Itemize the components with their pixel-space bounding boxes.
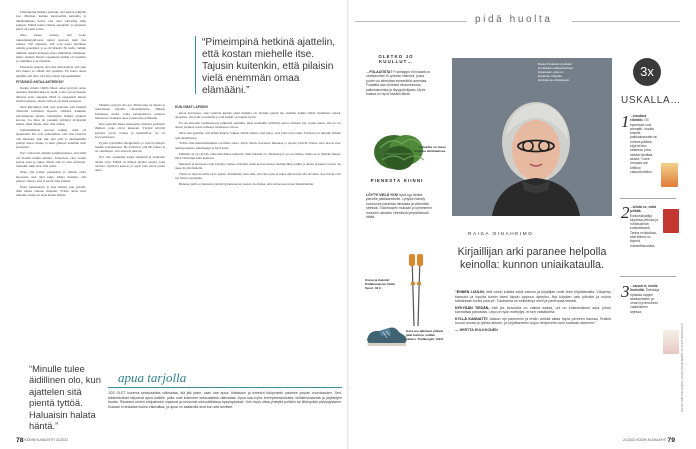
interview-body-2: että jos luovuutta on vaikea saada, uni on ensimmäinen asia, johon kannattaa panostaa. Lepo on työn edellytys, ei sen vastakohta. <box>455 305 611 315</box>
book-cover-1 <box>661 163 678 187</box>
three-times-badge: 3x <box>633 58 661 86</box>
sidebar-item-3 <box>630 284 660 314</box>
poles-caption: Ostoa ja kokeile! Patikkasauvat, Retki Sport, 49 €. <box>365 278 395 290</box>
help-box-text: JOS OLET kokenut seksuaalista väkivaltaa, älä jää yksin, vaan hae apua. Maksuton ja nimetön tukipuhelin palvelee ympäri vuorokauden. Seri-tukikeskukset tarjoavat apua kaikille, jotka ovat kokeneet seksuaalista väkivaltaa. Apua saa myös terveyskeskuksista, kriisikeskuksista ja järjestöjen kautta. Rikoksen uhrien tukipalvelut ohjaavat ja neuvovat oikeudellisissa kysymyksissä. Voit myös ottaa yhteyttä poliisiin tai lähimpään päivystykseen. Kukaan ei ansaitse kokea väkivaltaa, ja apua on saatavilla aina kun sitä tarvitset. <box>108 391 342 409</box>
paragraph: Esikoisen ajattelu, että olen siinä kohtaa, että olen sitä minua se elämä sitä ajattelin. En halua antaa tekijälle sitä tilaa, että hän ohjaisi loppuelämääni. <box>16 65 86 78</box>
page-number-right: 79 <box>667 437 675 444</box>
paragraph: Nyky kaikenlaista ja joka hetkeä, kun pohdin, mitä hänen takiaan menetin. Yritän antaa tilaa tunteille, mutta en anna niiden hallita. <box>16 184 86 198</box>
sidebar-item-2 <box>630 205 660 248</box>
subheading: PITÄISIKÖ ANTAA ANTEEKSI? <box>16 80 64 85</box>
paragraph: Olen aina ajatellut, että elämä kantaa. Vaikka välillä tuntuu, ettei jaksa, aina tulee uusi aamu. Tyttäreni on minulle tärkein asia maailmassa. <box>175 131 341 140</box>
interview-lead-1: “ENNEN LUULIN, <box>455 290 485 294</box>
portrait-illustration <box>452 58 612 216</box>
paragraph: Part voittavasti elämän todellisuudessa, että tämä vei meidät kaikki kriisiin. Terapiassa olen saanut paljon apua ja tukea. Ilman sitä en olisi selvinnyt. Sittenkin rikki olen ollut usein. <box>16 151 86 169</box>
tip-heading-small: PIENESTÄ KIINNI <box>370 178 424 183</box>
sidebar-item-3-title: ...sanoa ei, mutta ihmisiltä. <box>630 284 658 293</box>
kale-caption: Folaattia on muun muassa lehtikaalissa. <box>414 145 446 153</box>
hiking-shoes-photo <box>365 322 409 348</box>
paragraph: Nyt olen opiskellut uuden ammatin ja aloittanut uuden työn. Elämä on jälleen täynnä asioita, joita odottaa. Tyttäreni kasvaa ja oppii joka päivä jotain uutta. <box>95 155 165 173</box>
sidebar-item-1 <box>630 114 658 174</box>
interview-byline: — HERTTA HULKKONEN <box>455 327 498 332</box>
paragraph: kuvat kasvaneet, olen tajunnut kuinka pieni minulla oli. Kuinka pieniä me olemme kaikki tämän maailman edessä. Ajattelen, että tytär on minulla ja että kaikki on lopulta hyvin. <box>175 110 341 120</box>
sidebar-number-2: 2 <box>621 203 630 222</box>
paragraph: En ole kertonut tapahtuneesta julkisesti aiemmin. Olen kuitenkin päättänyt kertoa tarinani nyt, koska uskon, että se voi auttaa jotakuta toista samassa tilanteessa olevaa. <box>175 121 341 130</box>
folio-left <box>16 437 68 444</box>
interview-paragraph-2 <box>455 306 611 315</box>
page-number-left: 78 <box>16 437 24 444</box>
author-name: RAISA OINAHEIMO <box>468 232 534 237</box>
paragraph: Pimeimpinä hetkinä ajattelin, että kestan tekijälle itse. Muistan, kuinka kuntosalilla kamoilla ja näkökulmassa tiesin, että olen vahvempi kuin pelkoni. Elämä kantoi minua eteenpäin, ja jokainen päivä oli pieni voitto. <box>16 10 86 32</box>
pull-quote-top: “Pimeimpinä hetkinä ajattelin, että kostan miehelle itse. Tajusin kuitenkin, että pilaisin vielä enemmän omaa elämääni.” <box>202 37 336 96</box>
header-rule-left <box>355 21 467 22</box>
paragraph: Aika kaaan tunteja, että koko oikeudenkäyntivuosi tuntui ajastaan kuin itse sairaus. Nyt ajattelen, että voin antaa äiteilleen omalla paatellani, ja se oli tärkeää. En tiedä, vieläkö tulimme nainen koskaan omaa elämäänsä ollenkaan, mutta ainakin minun tapaukseni kaikki oli hoidettu jo valmiiksi, jota täydensi. <box>16 33 86 64</box>
sidebar-rule-1 <box>620 198 676 199</box>
article-column-3 <box>175 103 341 365</box>
sidebar-rule-2 <box>620 276 676 277</box>
interview-text <box>455 290 611 334</box>
magazine-issue-left: KODIN KUVALEHTI 21/2022 <box>24 438 68 442</box>
folio-right <box>623 437 675 444</box>
paragraph: Vanhemmilleni kerroin kaiken, mitä oli tapahtunut. He ovat pahoitelleet, että aina tuntevat olla tukenani. Isän itki, että olisi jo aikaisemmin pitänyt uskoa minua ja siksi yhdessä etsimme tietä eteenpäin. <box>16 128 86 150</box>
sidebar-title: USKALLA… <box>621 95 681 106</box>
portrait-caption: Raisa Oinaheimo julkaisi sinnikkään elämäntarinan kirjassaan, joka on kirjoitettu lukijoille lohduksi ja rohkaisuksi. <box>538 62 574 82</box>
tip-text-folate <box>366 70 432 96</box>
paragraph: Pyysin tyttäriltäni mielipidettä, ja vain hyväksyin heidän vastauksensa. He halusivat, että äiti jaksaa ja on onnellinen. Sen ansiosta jaksoin. <box>95 140 165 154</box>
paragraph: Minulla on hyvä olla nyt. Pimeä aika on takana ja tulevaisuus näyttää valoisammalta. Haluan kannustaa muita, jotka kamppailevat samassa tilanteessa: hakekaa apua ja kertokaa jollekulle. <box>95 103 165 121</box>
tip-lead-folate: …FOLAATISTA? <box>366 70 393 74</box>
trekking-poles-photo <box>404 252 430 328</box>
subheading: KUN OMAT LAPSENI <box>175 105 208 109</box>
interview-paragraph-3 <box>455 317 611 326</box>
tip-heading-heard: OLETKO JO KUULLUT… <box>378 54 414 64</box>
paragraph: Itsekin mietin välillä ilman omaa kyvystä antaa anteeksi. Rebellionista en tiedä, voiko tai tarvitseeko tällaista antaa anteeksi. Ehkä se vapauttaisi minua itseäni taakasta, mutta vielä en ole siinä pisteessä. <box>16 86 86 104</box>
help-box-rule <box>108 387 342 388</box>
paragraph: Yritän elää mahdollisimman tavallista arkea. Käyn töissä, harrastan liikuntaa ja tapaan ystäviä. Pienet asiat tuovat iloa: auringonpaiste, kahvikuppi ja hyvä kirja. <box>175 141 341 150</box>
pull-quote-bottom: “Minulle tulee äidillinen olo, kun ajattelen sitä pientä tyttöä. Haluaisin halata häntä.” <box>29 363 101 432</box>
tip-body-walk: hyvä syy lähteä pienelle patikkaretkelle. Lyhytkin kävely luonnossa parantaa mielialaa ja vähentää stressiä. Tutkimusten mukaan jo kymmenen minuutin oleskelu vihreässä ympäristössä riittää. <box>366 193 432 220</box>
sidebar-item-2-text: Esikoiskirjailija kirjoittaa pelosta ja rohkeudesta koskettavasti. Tarina muistuttaa, että elämä on täynnä mahdollisuuksia. <box>630 213 659 248</box>
author-portrait <box>452 58 612 216</box>
header-rule-right <box>572 21 680 22</box>
section-title: pidä huolta <box>475 14 553 25</box>
paragraph: Näen yhä joskus painajaisia ja tunnen oloni huonoksi, kun talvi tulee. Mutta muistan, että pimeys väistyy aina ja kevät tulee jälleen. <box>16 170 86 183</box>
paragraph: Tässä on ollut monelle tarve puhua. Kiitollinen olen siitä, että sain apua ja tukea silloin kun sitä tarvitsin. Sen turvin voin nyt katsoa eteenpäin. <box>175 171 341 181</box>
paragraph: Helenan nimi on muutettu yksityisyydensuojan vuoksi. Ina halusi, että tarinaa kerrotaan nimettömänä. <box>179 182 314 187</box>
paragraph: Metsästä ja luonnosta olen löytänyt rauhaa. Kävelen usein koiran kanssa metsäpolkuja pitkin ja annan ajatusten virrata. Se tekee hyvää mielelle. <box>175 161 341 171</box>
paragraph: Kun ajattelen aikaa taaksepäin, muistan parhaiten ihmiset, jotka olivat tukenani. Ystävät kävivät kylässä, toivat ruokaa ja kuuntelivat. Se oli korvaamatonta. <box>95 121 165 139</box>
tip-text-walk <box>366 193 432 219</box>
sidebar-item-1-text: Oli kyseessä uusi ammatti, muutto toiselle paikkakunnalle tai rohkea päätös, kirja kertoo naisesta, joka uskalsi aloittaa alusta. Tuore romaani sai kriitikot vakuuttuneiksi. <box>630 118 657 174</box>
tip-body-folate: Foolihappo eli folaatti on vesiliukoinen B-ryhmän vitamiini, jonka puute voi aiheuttaa esimerkiksi anemiaa. Folaattia saa vihreistä vihanneksista, palkokasveista ja täysjyväviljasta. Myös maksa on hyvä folaatin lähde. <box>366 70 431 97</box>
article-column-2 <box>95 103 165 365</box>
interview-lead-2: NYKYÄÄN TIEDÄN, <box>455 305 490 310</box>
book-cover-2 <box>663 209 679 233</box>
lead-quote: Kirjaillijan arki paranee helpolla keinolla: kunnon uniaikataulla. <box>457 246 607 271</box>
sidebar-item-1-title: ...muuttua elämäsi. <box>630 114 647 123</box>
sidebar-number-3: 3 <box>621 282 630 301</box>
sidebar-number-1: 1 <box>621 112 630 131</box>
interview-body-3: Jaksan nyt paremmin ja ehdin viettää aikaa myös perheen kanssa. Rutiinit tuovat turvaa ja rytmiä arkeen, ja kirjoittaminen sujuu helpommin kuin koskaan aiemmin.” <box>455 316 611 326</box>
sidebar-item-2-title: ...tehdä se, mikä pelkää. <box>630 205 657 214</box>
shoes-caption: Gore-tex-jalkineet pitävät jalat kuivina, vaikka sataisi. Trailkengät, 139 €. <box>406 329 445 341</box>
interview-paragraph-1 <box>455 290 611 304</box>
magazine-issue-right: 21/2022 KODIN KUVALEHTI <box>623 438 667 442</box>
book-cover-3 <box>663 330 679 354</box>
paragraph: Olen kiitollinen siitä, kun ajattelen, että miehen väkivalta kohdistui lapseen. Velkaisi kaikkein tietoisimpana aikana vanhemmat hetkinä yhdessä kotona. Jos mies oli jotenkin yrittänyt myrkyttää minua, ehkä tilanne olisi ollut toinen. <box>16 104 86 127</box>
interview-lead-3: KYLLÄ KANNATTI! <box>455 316 488 321</box>
pull-quote-top-rule <box>195 36 196 94</box>
sidebar-item-3-text: Tietokirja opastaa rajojen asettamiseen ja oman hyvinvoinnin vaalimiseen arjessa. <box>630 288 660 314</box>
page-gutter <box>347 0 349 449</box>
tip-lead-walk: LÖYTYI VIELÄ YKSI <box>366 193 398 197</box>
paragraph: Elämäni on nyt hyvää. Olen kiitollinen kaikesta, mitä minulla on. Menneisyys on osa minua, mutta se ei määritä minua. Olen vahvempi kuin koskaan. <box>175 151 341 160</box>
help-box-title: apua tarjolla <box>118 370 187 385</box>
interview-body-1: että voisin kuitata sekä vaimon ja kirjailijan roolit öisin kirjoittamalla. Väsymys kasautui ja lopulta tunsin itseni täysin loppuun ajetuksi. Nyt kirjoitan vain päivisin ja nukun kahdeksan tuntia joka yö. Tuloksena on selkeämpi mieli ja parempaa tekstiä. <box>455 290 611 304</box>
photo-credits: KUVAT KIRJAN KANSI, RAISA OINAHEIMO JA SHUTTERSTOCK <box>680 323 684 412</box>
